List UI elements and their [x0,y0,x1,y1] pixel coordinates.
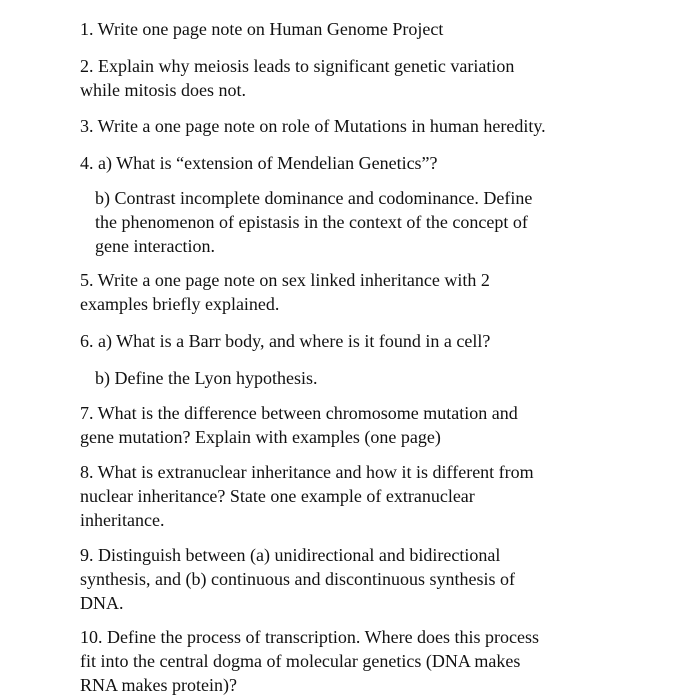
question-9: 9. Distinguish between (a) unidirectional and bidirectional synthesis, and (b) continuous and discontinuous synthesis of DNA. [80,545,515,613]
question-2: 2. Explain why meiosis leads to significant genetic variation while mitosis does not. [80,56,515,100]
question-8: 8. What is extranuclear inheritance and how it is different from nuclear inheritance? State one example of extranuclear inheritance. [80,462,534,530]
question-10: 10. Define the process of transcription. Where does this process fit into the central dogma of molecular genetics (DNA makes RNA makes protein)? [80,627,540,695]
question-4a: 4. a) What is “extension of Mendelian Genetics”? [80,153,438,173]
question-5: 5. Write a one page note on sex linked inheritance with 2 examples briefly explained. [80,270,490,314]
question-3: 3. Write a one page note on role of Mutations in human heredity. [80,116,546,136]
question-1: 1. Write one page note on Human Genome Project [80,19,444,39]
question-7: 7. What is the difference between chromosome mutation and gene mutation? Explain with examples (one page) [80,403,518,447]
question-6b: b) Define the Lyon hypothesis. [95,368,318,388]
question-4b: b) Contrast incomplete dominance and codominance. Define the phenomenon of epistasis in the context of the concept of gene interaction. [95,188,533,256]
question-6a: 6. a) What is a Barr body, and where is it found in a cell? [80,331,491,351]
